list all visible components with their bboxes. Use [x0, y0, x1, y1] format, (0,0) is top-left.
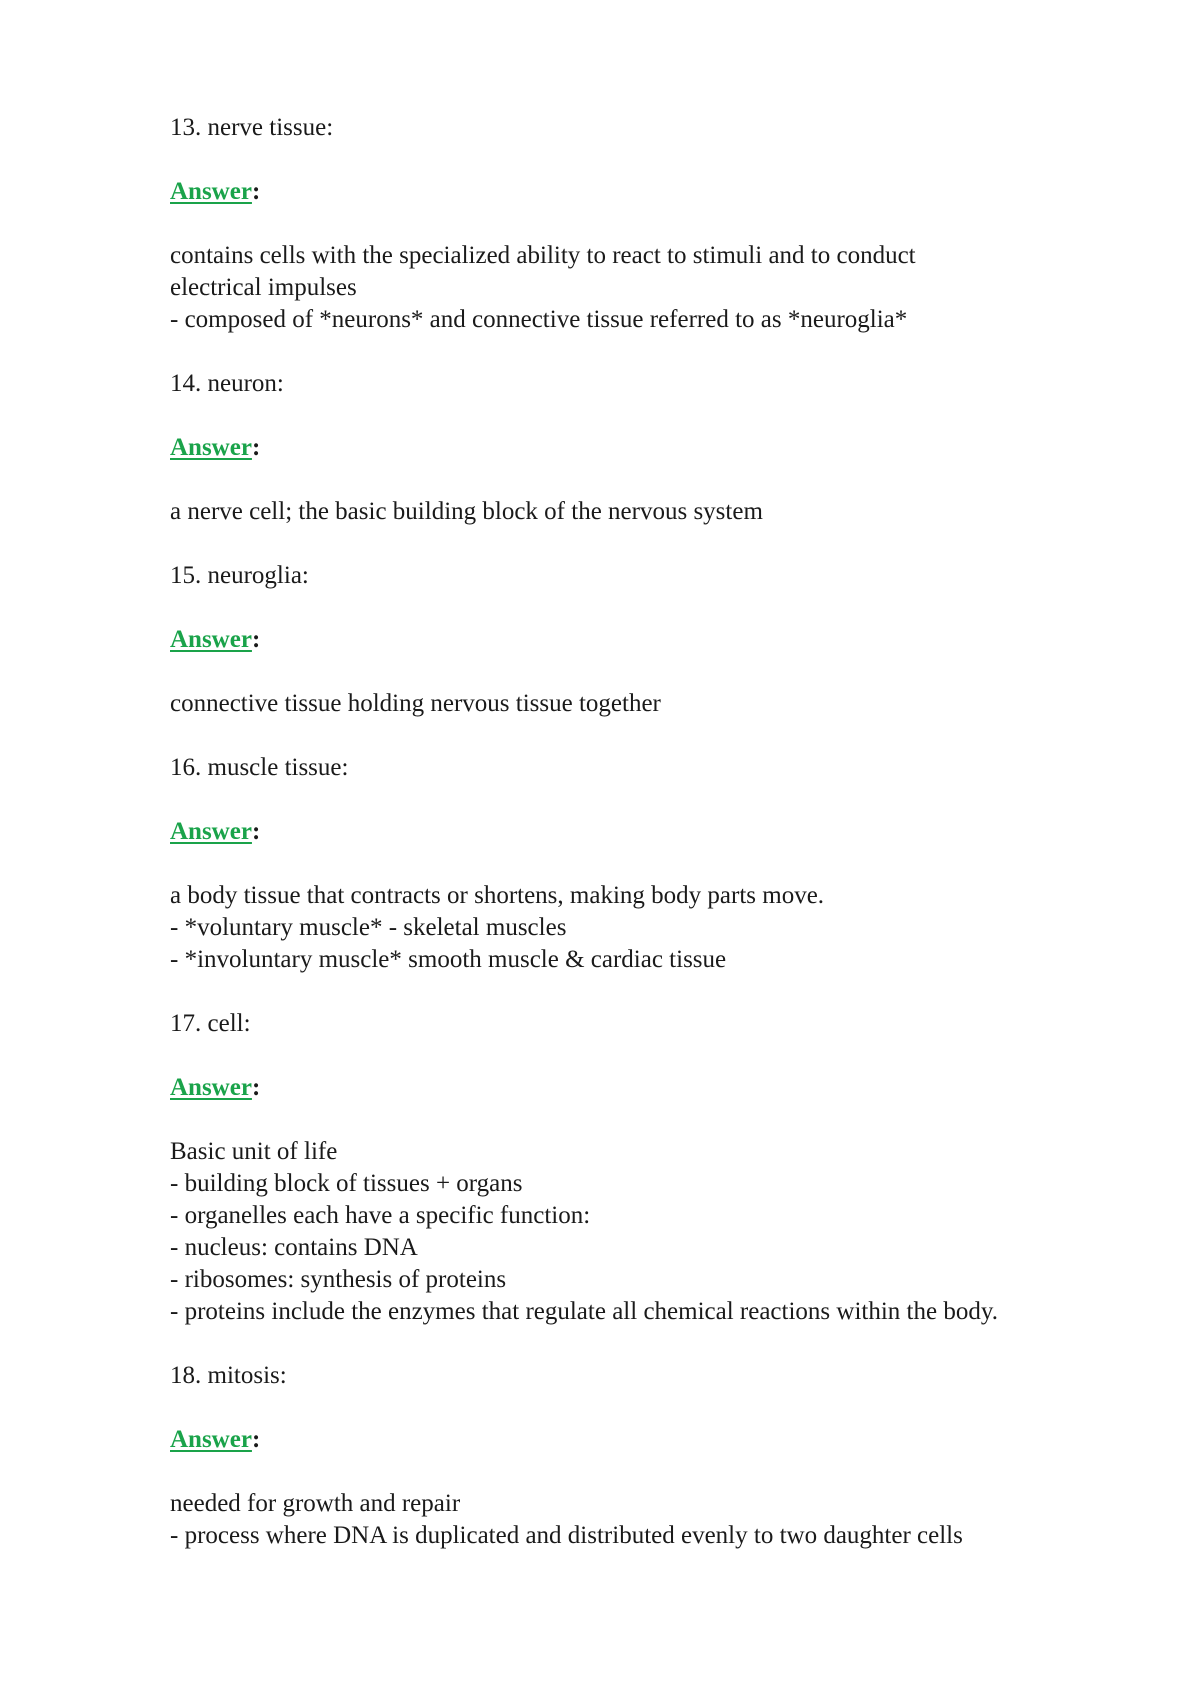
- answer-label: [170, 1424, 1130, 1456]
- qa-item-18: [170, 1360, 1130, 1552]
- qa-item-16: [170, 752, 1130, 976]
- answer-body: [170, 880, 1130, 976]
- answer-line: - building block of tissues + organs: [170, 1170, 523, 1197]
- question-text: 17. cell:: [170, 1010, 251, 1037]
- question-text: 15. neuroglia:: [170, 562, 309, 589]
- answer-label-word: Answer: [170, 1074, 252, 1101]
- answer-label-word: Answer: [170, 178, 252, 205]
- answer-line: - nucleus: contains DNA: [170, 1234, 418, 1261]
- answer-line: - composed of *neurons* and connective tissue referred to as *neuroglia*: [170, 306, 908, 333]
- answer-line: a body tissue that contracts or shortens, making body parts move.: [170, 882, 825, 909]
- answer-label-colon: :: [251, 626, 261, 653]
- answer-line: - process where DNA is duplicated and distributed evenly to two daughter cells: [170, 1522, 963, 1549]
- answer-label: [170, 432, 1130, 464]
- answer-label-colon: :: [251, 1426, 261, 1453]
- answer-line: a nerve cell; the basic building block of the nervous system: [170, 498, 763, 525]
- qa-item-17: [170, 1008, 1130, 1328]
- answer-body: [170, 240, 1130, 336]
- answer-line: - organelles each have a specific function:: [170, 1202, 591, 1229]
- answer-line: - proteins include the enzymes that regulate all chemical reactions within the body.: [170, 1298, 998, 1325]
- document-page: [170, 112, 1130, 1584]
- answer-body: [170, 1488, 1130, 1552]
- answer-label: [170, 816, 1130, 848]
- answer-line: - *involuntary muscle* smooth muscle & cardiac tissue: [170, 946, 727, 973]
- answer-body: [170, 688, 1130, 720]
- qa-item-13: [170, 112, 1130, 336]
- answer-body: [170, 1136, 1130, 1328]
- answer-label-word: Answer: [170, 818, 252, 845]
- answer-label-colon: :: [251, 1074, 261, 1101]
- answer-label-word: Answer: [170, 626, 252, 653]
- answer-label: [170, 624, 1130, 656]
- answer-line: needed for growth and repair: [170, 1490, 461, 1517]
- answer-label-word: Answer: [170, 1426, 252, 1453]
- answer-line: connective tissue holding nervous tissue together: [170, 690, 661, 717]
- answer-label-word: Answer: [170, 434, 252, 461]
- question-text: 16. muscle tissue:: [170, 754, 349, 781]
- answer-body: [170, 496, 1130, 528]
- question-text: 14. neuron:: [170, 370, 284, 397]
- answer-label: [170, 1072, 1130, 1104]
- answer-label: [170, 176, 1130, 208]
- answer-line: electrical impulses: [170, 274, 357, 301]
- question-text: 13. nerve tissue:: [170, 114, 334, 141]
- qa-item-15: [170, 560, 1130, 720]
- answer-line: Basic unit of life: [170, 1138, 338, 1165]
- answer-line: - *voluntary muscle* - skeletal muscles: [170, 914, 567, 941]
- answer-line: - ribosomes: synthesis of proteins: [170, 1266, 507, 1293]
- answer-label-colon: :: [251, 178, 261, 205]
- answer-label-colon: :: [251, 818, 261, 845]
- question-text: 18. mitosis:: [170, 1362, 287, 1389]
- qa-item-14: [170, 368, 1130, 528]
- answer-label-colon: :: [251, 434, 261, 461]
- answer-line: contains cells with the specialized ability to react to stimuli and to conduct: [170, 242, 916, 269]
